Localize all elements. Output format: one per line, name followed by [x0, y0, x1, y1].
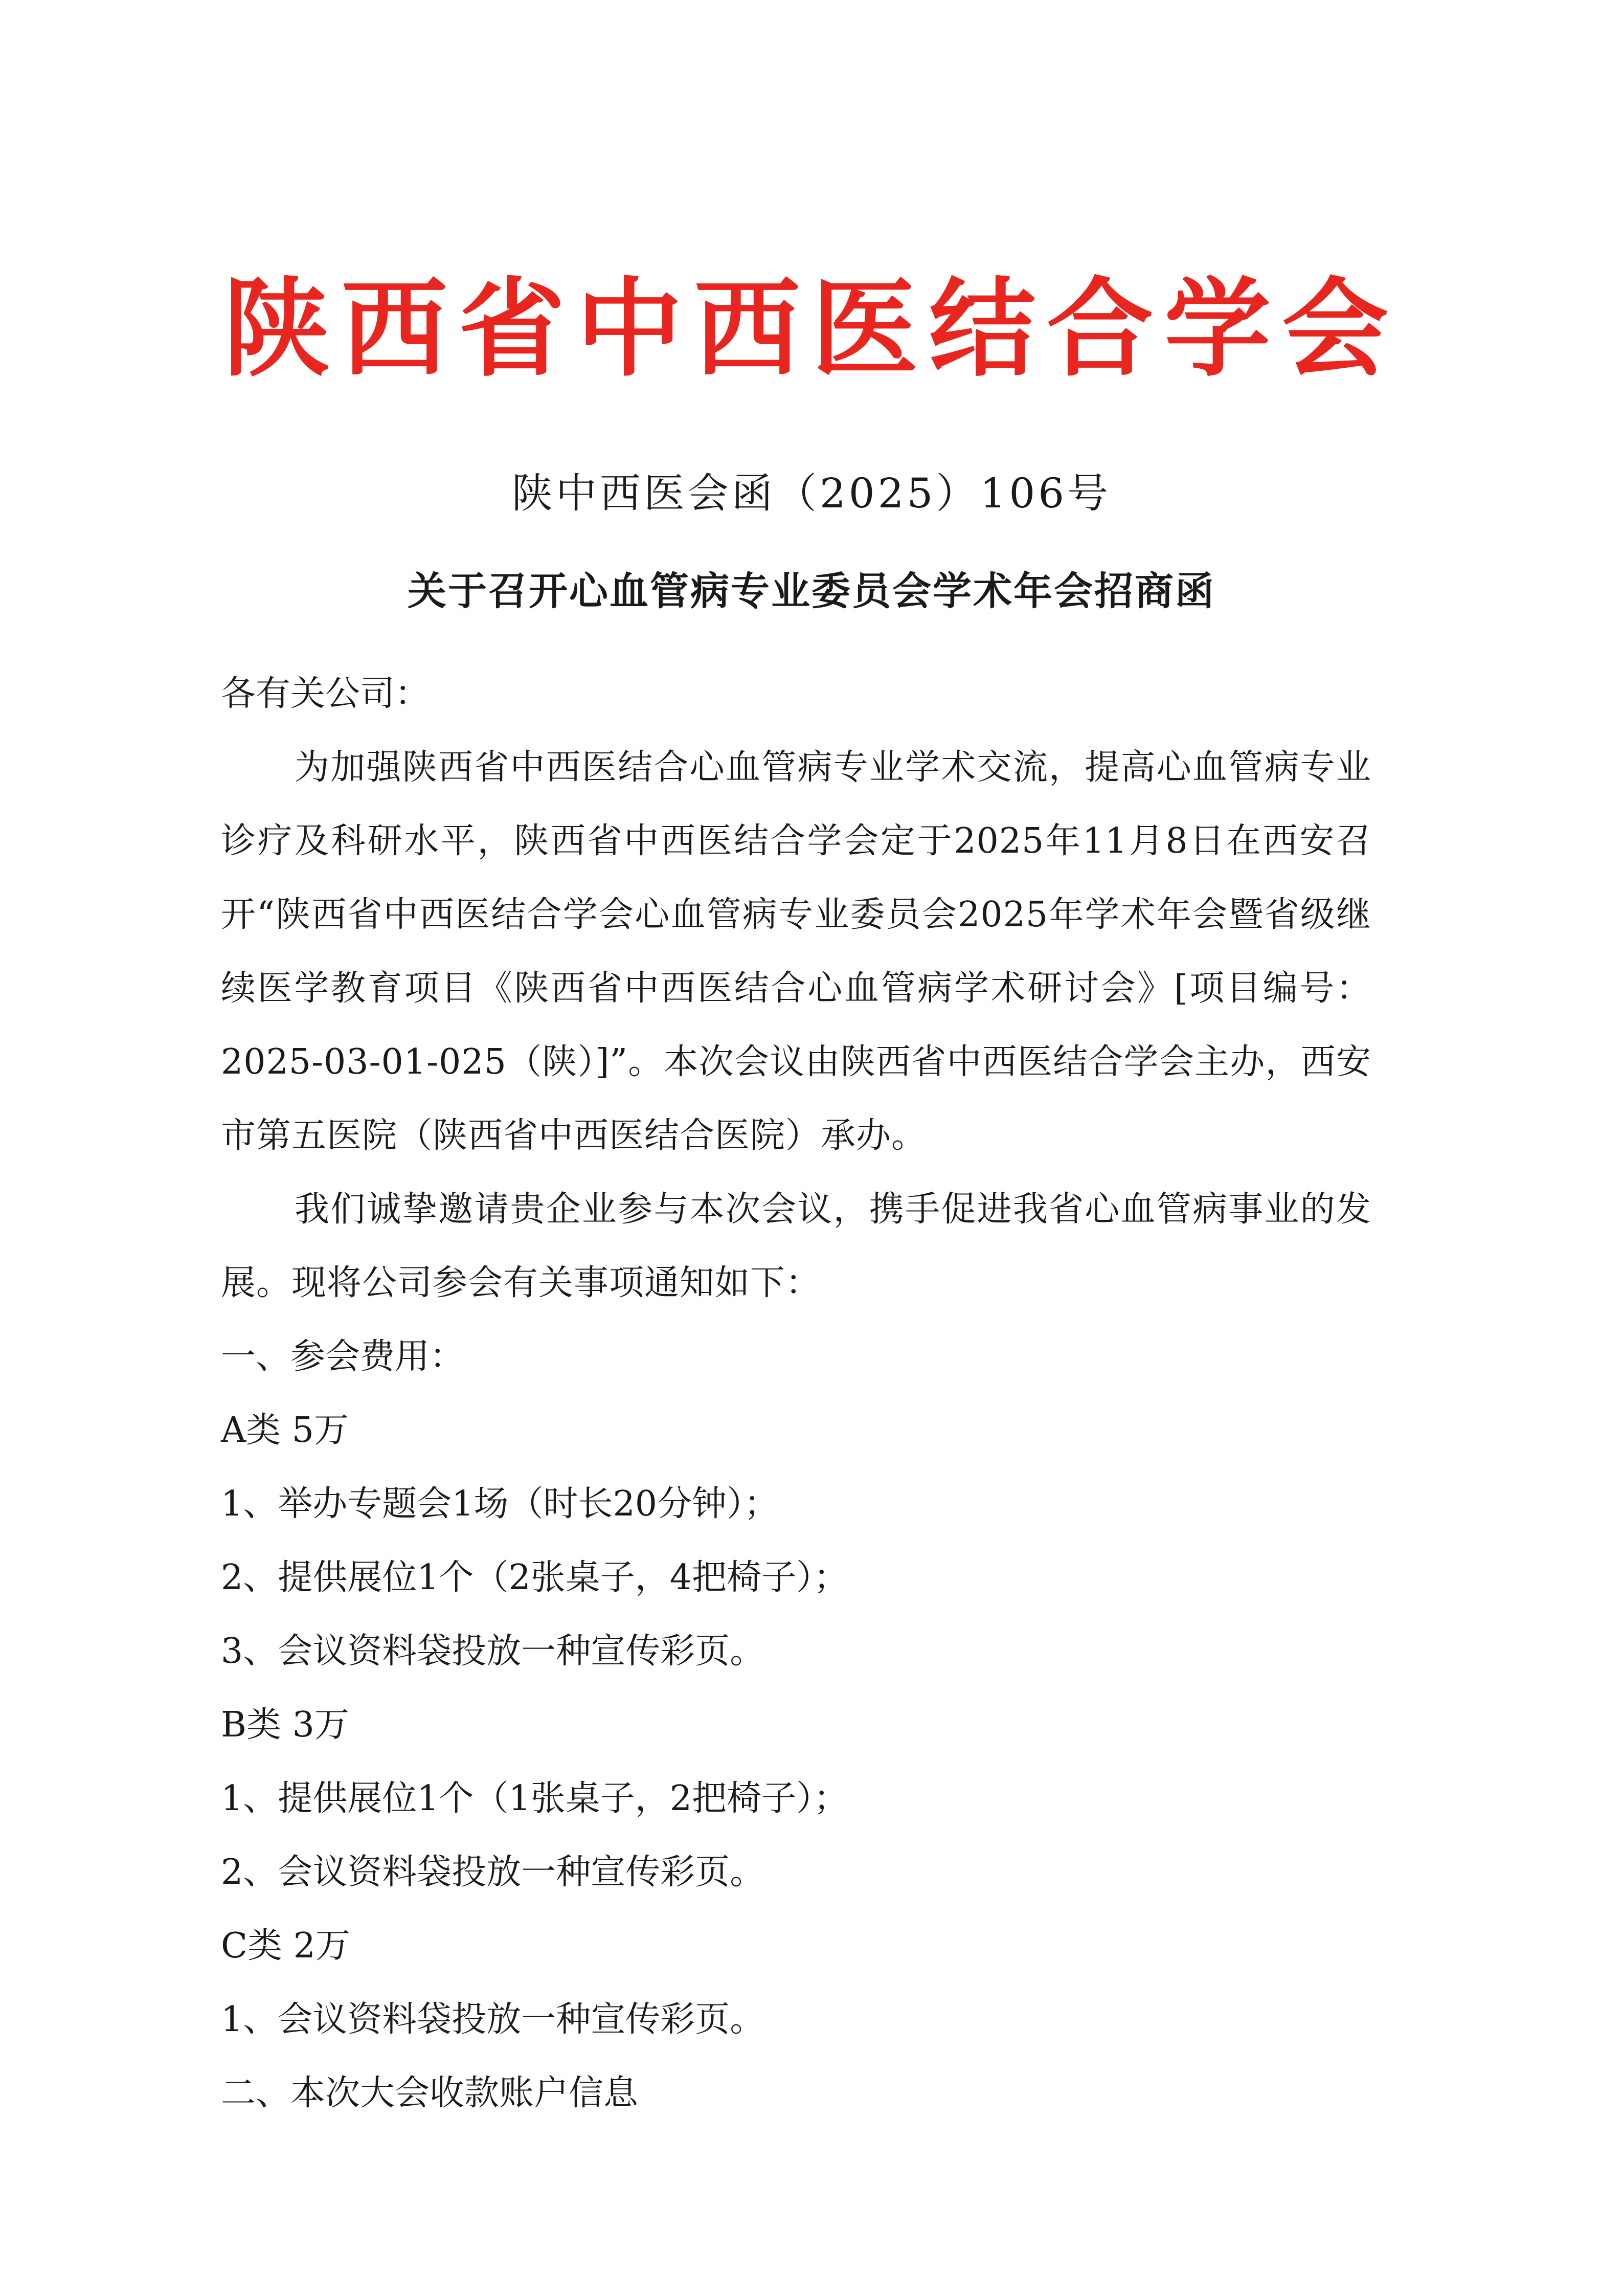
document-number: 陕中西医会函（2025）106号: [511, 470, 1112, 517]
section-heading-fees: 一、参会费用：: [221, 1336, 465, 1377]
salutation: 各有关公司：: [221, 674, 430, 714]
tier-c-item: 1、会议资料袋投放一种宣传彩页。: [221, 1999, 765, 2040]
tier-a-item: 2、提供展位1个（2张桌子，4把椅子）；: [221, 1557, 849, 1598]
paragraph-invitation: 我们诚挚邀请贵企业参与本次会议，携手促进我省心血管病事业的发展。现将公司参会有关事项通知如下：: [221, 1189, 1371, 1303]
tier-b-item: 2、会议资料袋投放一种宣传彩页。: [221, 1852, 765, 1892]
tier-a-item: 1、举办专题会1场（时长20分钟）；: [221, 1484, 779, 1524]
tier-c-label: C类 2万: [221, 1926, 350, 1966]
tier-b-item: 1、提供展位1个（1张桌子，2把椅子）；: [221, 1778, 849, 1819]
tier-b-label: B类 3万: [221, 1705, 349, 1745]
tier-a-label: A类 5万: [221, 1410, 349, 1451]
document-body: [221, 657, 1371, 2130]
tier-a-item: 3、会议资料袋投放一种宣传彩页。: [221, 1631, 765, 1671]
document-title: 关于召开心血管病专业委员会学术年会招商函: [408, 568, 1215, 614]
section-heading-account: 二、本次大会收款账户信息: [221, 2073, 639, 2113]
letterhead-title: 陕西省中西医结合学会: [223, 268, 1400, 391]
paragraph-intro: 为加强陕西省中西医结合心血管病专业学术交流，提高心血管病专业诊疗及科研水平，陕西省中西医结合学会定于2025年11月8日在西安召开“陕西省中西医结合学会心血管病专业委员会2025年学术年会暨省级继续医学教育项目《陕西省中西医结合心血管病学术研讨会》[项目编号：2025-03-01-025（陕）]”。本次会议由陕西省中西医结合学会主办，西安市第五医院（陕西省中西医结合医院）承办。: [221, 747, 1371, 1156]
